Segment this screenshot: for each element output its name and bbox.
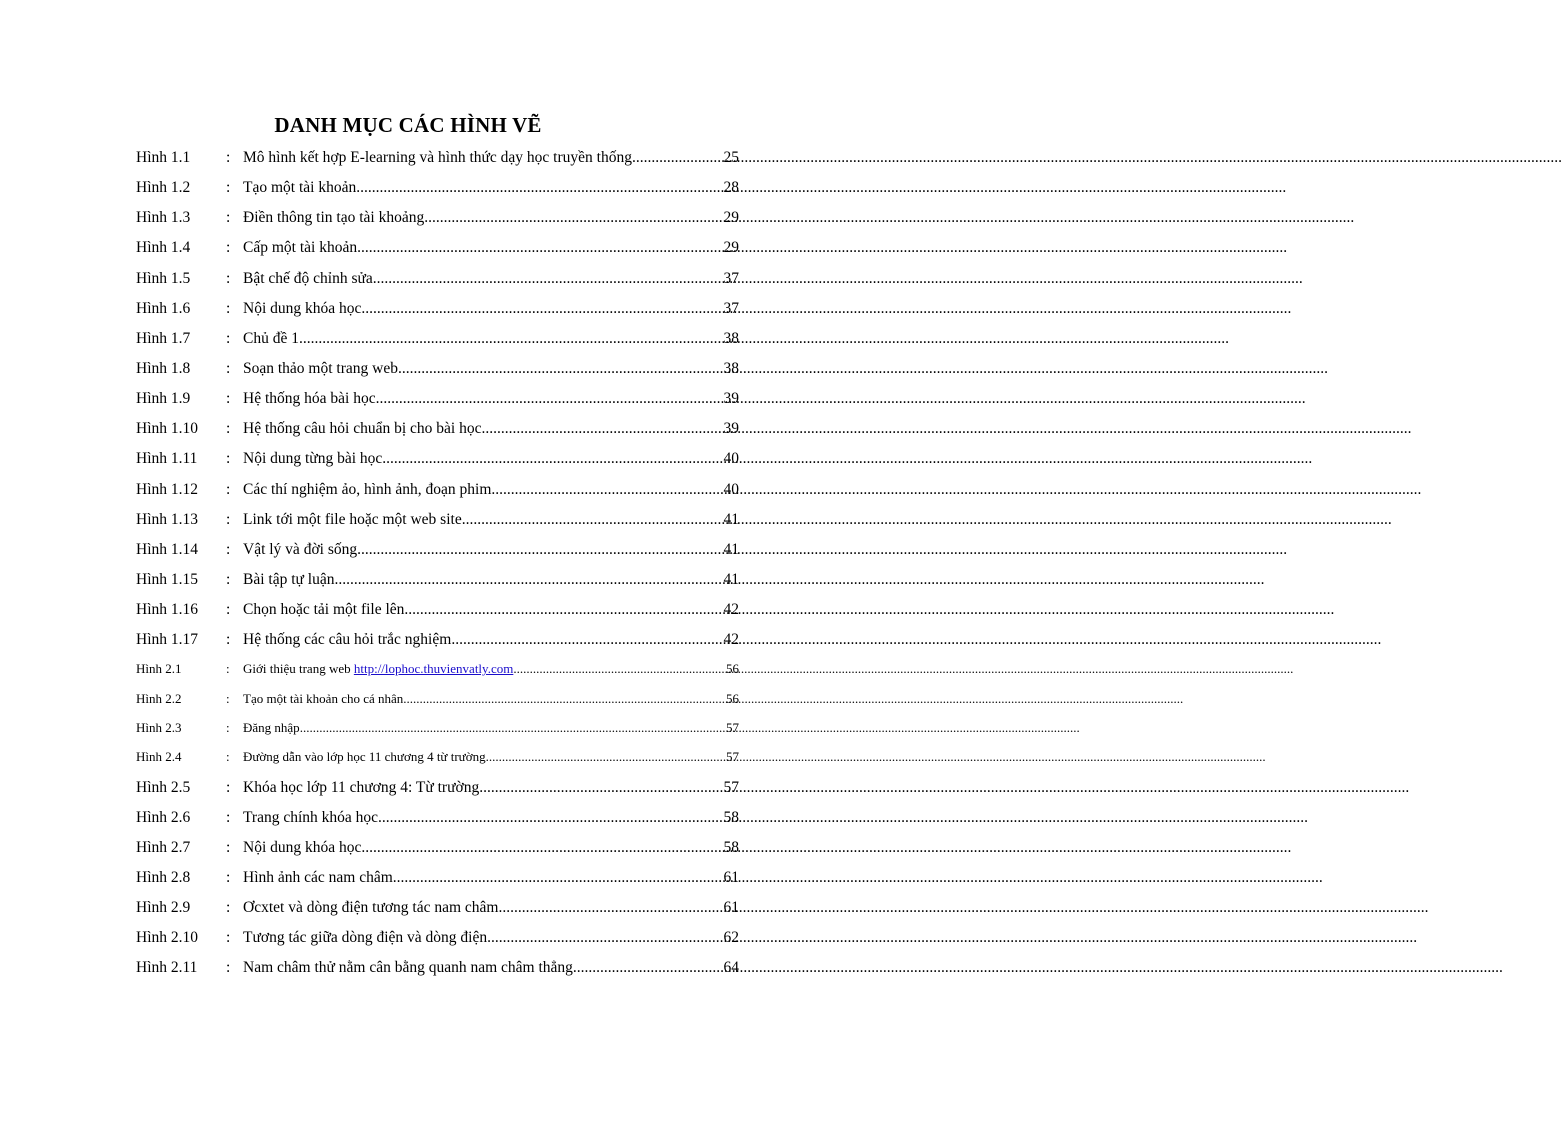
list-item: [136, 661, 739, 690]
separator: :: [226, 838, 231, 856]
figure-number: Hình 2.5: [136, 778, 191, 796]
figure-number: Hình 2.6: [136, 808, 191, 826]
figure-caption: Hình ảnh các nam châm: [243, 869, 393, 886]
figure-caption: Tạo một tài khoản: [243, 179, 357, 197]
page-number: 40: [723, 450, 739, 468]
figure-caption: Mô hình kết hợp E-learning và hình thức dạy học truyền thống: [243, 149, 632, 166]
separator: :: [226, 808, 231, 826]
list-item: [136, 239, 739, 269]
separator: :: [226, 209, 231, 227]
separator: :: [226, 390, 231, 408]
list-item: [136, 270, 739, 300]
separator: :: [226, 929, 231, 947]
dot-leader: [373, 270, 724, 288]
figure-caption: Nội dung từng bài học: [243, 450, 383, 468]
separator: :: [226, 149, 231, 166]
dot-leader: [404, 601, 723, 619]
page-number: 56: [726, 661, 739, 677]
page-number: 58: [723, 838, 739, 856]
figure-caption: Bật chế độ chỉnh sửa: [243, 269, 373, 287]
figure-caption: Soạn thảo một trang web: [243, 359, 398, 377]
dot-leader: [382, 450, 723, 468]
figure-number: Hình 2.9: [136, 899, 191, 917]
figure-number: Hình 1.12: [136, 480, 198, 498]
list-item: [136, 631, 739, 661]
dot-leader: [398, 360, 724, 378]
figure-caption: Bài tập tự luận: [243, 570, 335, 588]
figure-caption: Vật lý và đời sống: [243, 540, 358, 558]
dot-leader: [403, 691, 726, 707]
dot-leader: [376, 390, 724, 408]
list-item: [136, 839, 739, 869]
separator: :: [226, 601, 231, 619]
dot-leader: [361, 839, 723, 857]
dot-leader: [513, 661, 726, 677]
separator: :: [226, 690, 230, 706]
dot-leader: [479, 779, 723, 797]
figure-list: [136, 149, 739, 990]
figure-number: Hình 2.4: [136, 749, 182, 765]
separator: :: [226, 749, 230, 765]
page-number: 41: [723, 510, 739, 528]
page-number: 42: [723, 601, 739, 619]
figure-number: Hình 1.16: [136, 601, 198, 619]
dot-leader: [487, 929, 723, 947]
page-number: 42: [723, 631, 739, 649]
separator: :: [226, 570, 231, 588]
page-number: 29: [723, 209, 739, 227]
dot-leader: [632, 149, 724, 167]
dot-leader: [486, 749, 726, 765]
figure-number: Hình 2.3: [136, 719, 182, 735]
separator: :: [226, 450, 231, 468]
list-item: [136, 929, 739, 959]
dot-leader: [300, 720, 726, 736]
list-item: [136, 450, 739, 480]
separator: :: [226, 778, 231, 796]
figure-number: Hình 1.14: [136, 540, 198, 558]
list-item: [136, 149, 739, 179]
page-number: 40: [723, 480, 739, 498]
dot-leader: [491, 481, 723, 499]
figure-number: Hình 1.9: [136, 390, 191, 408]
page-number: 61: [723, 899, 739, 917]
list-item: [136, 720, 739, 749]
list-item: [136, 390, 739, 420]
figure-number: Hình 1.7: [136, 329, 191, 347]
page-number: 41: [723, 540, 739, 558]
separator: :: [226, 869, 231, 886]
separator: :: [226, 510, 231, 528]
figure-number: Hình 1.6: [136, 299, 191, 317]
figure-number: Hình 2.2: [136, 690, 182, 706]
separator: :: [226, 239, 231, 257]
figure-caption: Trang chính khóa học: [243, 808, 379, 826]
list-item: [136, 300, 739, 330]
page-number: 39: [723, 420, 739, 438]
list-item: [136, 481, 739, 511]
figure-caption: Các thí nghiệm ảo, hình ảnh, đoạn phim: [243, 480, 492, 498]
dot-leader: [356, 179, 723, 197]
separator: :: [226, 420, 231, 438]
dot-leader: [481, 420, 723, 438]
separator: :: [226, 269, 231, 287]
figure-number: Hình 1.1: [136, 149, 191, 166]
list-item: [136, 809, 739, 839]
figure-caption: Nội dung khóa học: [243, 838, 362, 856]
page-number: 25: [723, 149, 739, 166]
dot-leader: [451, 631, 723, 649]
figure-caption: Hệ thống câu hỏi chuẩn bị cho bài học: [243, 420, 482, 438]
page-title: DANH MỤC CÁC HÌNH VẼ: [274, 113, 542, 137]
list-item: [136, 869, 739, 899]
list-item: [136, 779, 739, 809]
list-item: [136, 420, 739, 450]
figure-number: Hình 2.1: [136, 661, 182, 677]
website-link[interactable]: http://lophoc.thuvienvatly.com: [353, 661, 514, 677]
page-number: 58: [723, 808, 739, 826]
list-item: [136, 330, 739, 360]
dot-leader: [357, 541, 723, 559]
figure-caption: Chủ đề 1: [243, 329, 299, 347]
dot-leader: [393, 869, 724, 887]
page-number: 56: [726, 690, 739, 706]
figure-number: Hình 1.15: [136, 570, 198, 588]
separator: :: [226, 359, 231, 377]
figure-caption: Tương tác giữa dòng điện và dòng điện: [243, 929, 488, 947]
separator: :: [226, 179, 231, 197]
figure-caption: Nội dung khóa học: [243, 299, 362, 317]
figure-number: Hình 1.2: [136, 179, 191, 197]
figure-number: Hình 2.7: [136, 838, 191, 856]
separator: :: [226, 329, 231, 347]
list-item: [136, 179, 739, 209]
figure-number: Hình 1.11: [136, 450, 198, 468]
separator: :: [226, 299, 231, 317]
page-number: 28: [723, 179, 739, 197]
figure-caption: Đăng nhập: [243, 719, 300, 735]
figure-caption: Điền thông tin tạo tài khoảng: [243, 209, 425, 227]
list-item: [136, 541, 739, 571]
list-item: [136, 749, 739, 778]
dot-leader: [424, 209, 723, 227]
list-item: [136, 571, 739, 601]
dot-leader: [498, 899, 723, 917]
list-item: [136, 899, 739, 929]
separator: :: [226, 480, 231, 498]
page-number: 61: [723, 869, 739, 886]
dot-leader: [378, 809, 723, 827]
list-item: [136, 601, 739, 631]
figure-number: Hình 1.13: [136, 510, 198, 528]
figure-number: Hình 1.5: [136, 269, 191, 287]
dot-leader: [334, 571, 723, 589]
dot-leader: [299, 330, 724, 348]
page-number: 38: [723, 359, 739, 377]
figure-caption: Ơcxtet và dòng điện tương tác nam châm: [243, 899, 499, 917]
separator: :: [226, 719, 230, 735]
page-number: 57: [723, 778, 739, 796]
figure-caption: Hệ thống hóa bài học: [243, 390, 376, 408]
figure-caption: Tạo một tài khoản cho cá nhân: [243, 690, 404, 706]
separator: :: [226, 631, 231, 649]
list-item: [136, 691, 739, 720]
figure-caption: Hệ thống các câu hỏi trắc nghiệm: [243, 631, 452, 649]
figure-number: Hình 2.10: [136, 929, 198, 947]
page-number: 62: [723, 929, 739, 947]
figure-number: Hình 1.4: [136, 239, 191, 257]
page-number: 37: [723, 269, 739, 287]
figure-number: Hình 1.3: [136, 209, 191, 227]
figure-caption: Cấp một tài khoản: [243, 239, 358, 257]
separator: :: [226, 899, 231, 917]
figure-caption: Link tới một file hoặc một web site: [243, 510, 462, 528]
page-number: 39: [723, 390, 739, 408]
page-number: 38: [723, 329, 739, 347]
separator: :: [226, 661, 230, 677]
figure-number: Hình 2.11: [136, 959, 198, 977]
figure-caption: Nam châm thử nằm cân bằng quanh nam châm thẳng: [243, 959, 573, 977]
dot-leader: [573, 959, 724, 977]
list-item: [136, 209, 739, 239]
dot-leader: [361, 300, 723, 318]
list-item: [136, 959, 739, 989]
list-item: [136, 511, 739, 541]
caption-text: Giới thiệu trang web: [243, 661, 354, 677]
figure-caption: Đường dẫn vào lớp học 11 chương 4 từ trường: [243, 749, 486, 765]
dot-leader: [357, 239, 723, 257]
list-item: [136, 360, 739, 390]
figure-number: Hình 1.10: [136, 420, 198, 438]
page-number: 29: [723, 239, 739, 257]
figure-caption: Chọn hoặc tải một file lên: [243, 601, 405, 619]
figure-number: Hình 1.8: [136, 359, 191, 377]
page-number: 57: [726, 749, 739, 765]
page-number: 57: [726, 719, 739, 735]
figure-caption: Khóa học lớp 11 chương 4: Từ trường: [243, 778, 480, 796]
page-number: 64: [723, 959, 739, 977]
separator: :: [226, 959, 231, 977]
figure-number: Hình 2.8: [136, 869, 191, 886]
dot-leader: [462, 511, 724, 529]
figure-number: Hình 1.17: [136, 631, 198, 649]
page-number: 37: [723, 299, 739, 317]
figure-caption: [243, 661, 513, 677]
separator: :: [226, 540, 231, 558]
page-number: 41: [723, 570, 739, 588]
